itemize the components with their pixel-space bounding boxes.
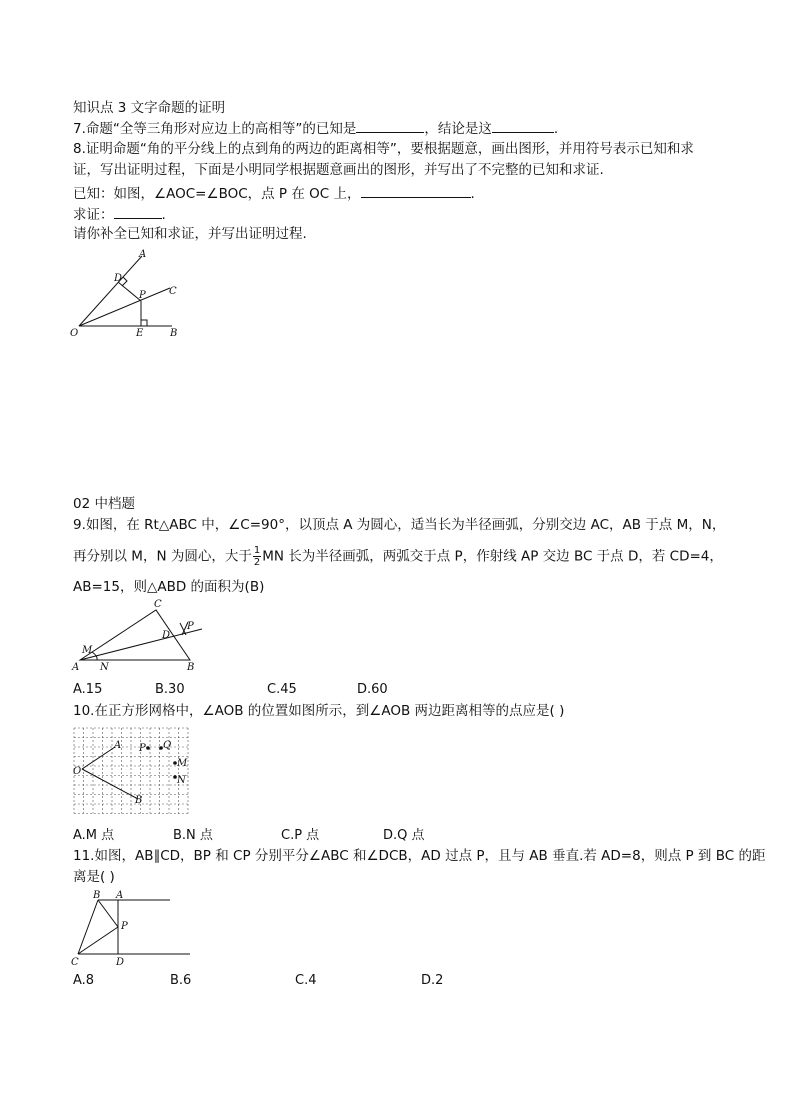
label-m: M bbox=[177, 758, 188, 769]
q8-line-2: 证，写出证明过程，下面是小明同学根据题意画出的图形，并写出了不完整的已知和求证. bbox=[73, 162, 604, 178]
q8-prove-end: . bbox=[161, 207, 166, 223]
q9-option-c[interactable]: C.45 bbox=[267, 682, 297, 697]
label-c: C bbox=[169, 286, 177, 297]
label-a: A bbox=[114, 740, 122, 751]
q10-line-1: 10.在正方形网格中，∠AOB 的位置如图所示，到∠AOB 两边距离相等的点应是( ) bbox=[73, 703, 565, 719]
label-p: P bbox=[139, 743, 146, 754]
fraction-denominator: 2 bbox=[253, 557, 261, 568]
segment-bc bbox=[78, 900, 98, 954]
right-angle-d bbox=[122, 277, 127, 286]
q9-option-a[interactable]: A.15 bbox=[73, 682, 103, 697]
q9-line-2a: 再分别以 M，N 为圆心，大于 bbox=[73, 548, 252, 565]
q7-text-b: ，结论是这 bbox=[424, 121, 492, 137]
label-m: M bbox=[82, 645, 93, 656]
label-a: A bbox=[139, 249, 147, 260]
q10-option-b[interactable]: B.N 点 bbox=[173, 828, 213, 843]
section-3-heading: 知识点 3 文字命题的证明 bbox=[73, 100, 226, 116]
q10-option-d[interactable]: D.Q 点 bbox=[383, 828, 425, 843]
q9-line-2b: MN 长为半径画弧，两弧交于点 P，作射线 AP 交边 BC 于点 D，若 CD=4， bbox=[262, 548, 723, 565]
fraction-one-half bbox=[253, 545, 261, 568]
q9-figure bbox=[72, 598, 212, 678]
q11-figure bbox=[70, 890, 195, 970]
label-b: B bbox=[170, 328, 178, 339]
q8-prove bbox=[73, 204, 166, 224]
label-d: D bbox=[114, 273, 123, 284]
label-p: P bbox=[139, 290, 146, 301]
label-a: A bbox=[72, 662, 80, 673]
q11-option-d[interactable]: D.2 bbox=[421, 973, 444, 988]
segment-bp bbox=[98, 900, 118, 927]
q9-line-2 bbox=[73, 545, 723, 568]
label-a: A bbox=[116, 890, 124, 901]
ray-oc bbox=[79, 288, 170, 326]
label-d: D bbox=[116, 957, 125, 968]
label-p: P bbox=[121, 921, 128, 932]
label-c: C bbox=[71, 957, 79, 968]
q8-known-text: 已知：如图，∠AOC=∠BOC，点 P 在 OC 上， bbox=[73, 186, 361, 202]
q9-option-d[interactable]: D.60 bbox=[357, 682, 388, 697]
q10-figure bbox=[72, 726, 192, 821]
q8-known bbox=[73, 183, 475, 203]
right-angle-e bbox=[141, 320, 147, 326]
label-o: O bbox=[73, 766, 82, 777]
label-b: B bbox=[93, 890, 101, 901]
q9-line-3: AB=15，则△ABD 的面积为(B) bbox=[73, 579, 265, 595]
q8-prove-text: 求证： bbox=[73, 207, 114, 223]
q8-figure bbox=[66, 246, 196, 341]
label-b: B bbox=[187, 662, 195, 673]
q7-conclusion-blank[interactable] bbox=[492, 118, 554, 133]
ray-ap bbox=[80, 629, 202, 660]
label-p: P bbox=[187, 621, 194, 632]
q8-prove-blank[interactable] bbox=[114, 204, 162, 219]
q11-line-2: 离是( ) bbox=[73, 869, 115, 885]
q8-known-end: . bbox=[470, 186, 475, 202]
label-d: D bbox=[162, 630, 171, 641]
label-n: N bbox=[100, 662, 109, 673]
q7-known-blank[interactable] bbox=[356, 118, 424, 133]
question-7 bbox=[73, 118, 558, 138]
label-o: O bbox=[70, 328, 79, 339]
label-n: N bbox=[177, 775, 186, 786]
q8-line-1: 8.证明命题“角的平分线上的点到角的两边的距离相等”，要根据题意，画出图形，并用符号表示已知和求 bbox=[73, 141, 694, 157]
segment-pd bbox=[118, 282, 141, 301]
q9-option-b[interactable]: B.30 bbox=[155, 682, 185, 697]
q7-text-a: 7.命题“全等三角形对应边上的高相等”的已知是 bbox=[73, 121, 357, 137]
q11-option-b[interactable]: B.6 bbox=[170, 973, 192, 988]
label-b: B bbox=[135, 795, 143, 806]
q8-known-blank[interactable] bbox=[361, 183, 471, 198]
q11-option-c[interactable]: C.4 bbox=[295, 973, 317, 988]
triangle-abc bbox=[80, 610, 190, 660]
q9-line-1: 9.如图，在 Rt△ABC 中，∠C=90°，以顶点 A 为圆心，适当长为半径画弧，分别交边 AC，AB 于点 M，N， bbox=[73, 517, 726, 533]
q10-option-c[interactable]: C.P 点 bbox=[281, 828, 320, 843]
ray-oa bbox=[79, 256, 142, 326]
label-c: C bbox=[154, 599, 162, 610]
label-e: E bbox=[136, 328, 144, 339]
label-q: Q bbox=[163, 740, 172, 751]
q11-line-1: 11.如图，AB∥CD，BP 和 CP 分别平分∠ABC 和∠DCB，AD 过点 P，且与 AB 垂直.若 AD=8，则点 P 到 BC 的距 bbox=[73, 848, 766, 864]
q7-text-c: . bbox=[553, 121, 559, 137]
point-p bbox=[146, 746, 150, 750]
fraction-numerator: 1 bbox=[253, 545, 261, 556]
q10-option-a[interactable]: A.M 点 bbox=[73, 828, 115, 843]
q11-option-a[interactable]: A.8 bbox=[73, 973, 95, 988]
segment-cp bbox=[78, 927, 118, 954]
q8-instruction: 请你补全已知和求证，并写出证明过程. bbox=[73, 226, 307, 242]
section-02-heading: 02 中档题 bbox=[73, 496, 135, 512]
